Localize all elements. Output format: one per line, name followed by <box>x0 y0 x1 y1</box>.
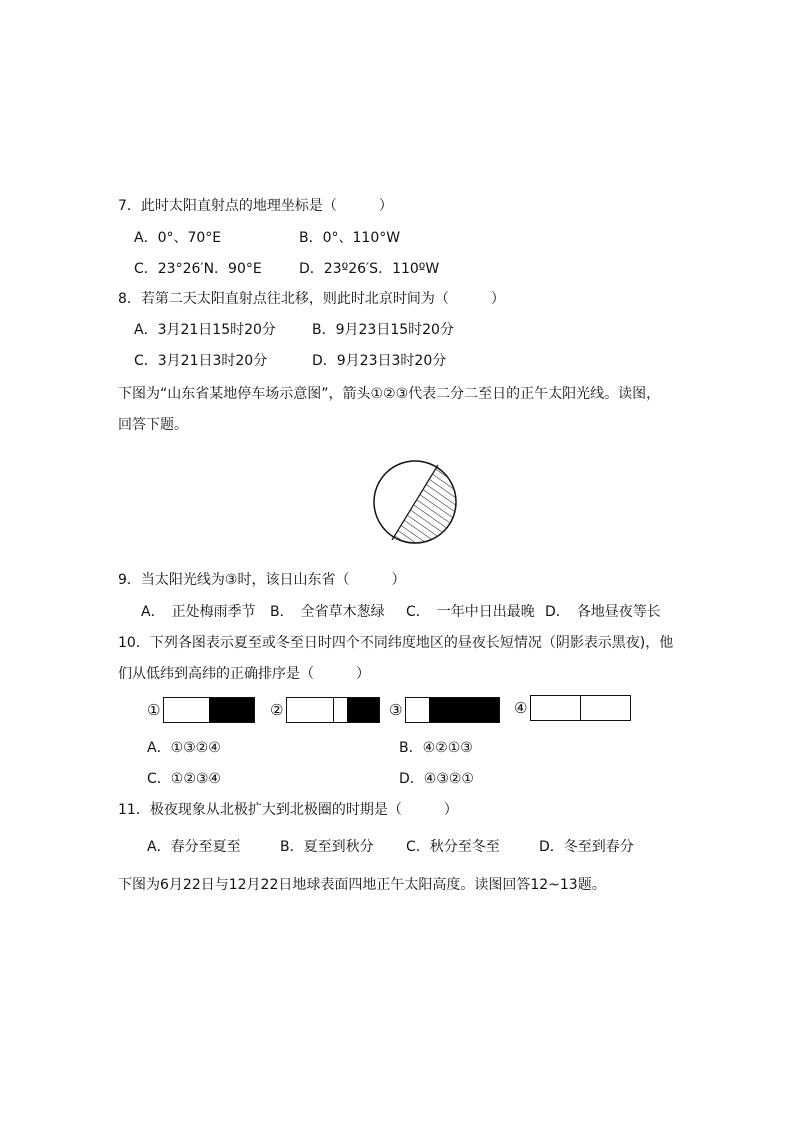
q7-option-b: B．0°、110°W <box>299 230 401 246</box>
hatched-shadow-area <box>390 465 462 544</box>
diagram-4-label: ④ <box>514 699 528 717</box>
q11-option-c: C．秋分至冬至 <box>406 839 500 855</box>
q8-stem: 8．若第二天太阳直射点往北移，则此时北京时间为（ ） <box>118 291 505 307</box>
divider-line-2 <box>333 698 334 722</box>
intro1-line2: 回答下题。 <box>118 417 188 433</box>
q10-option-b: B．④②①③ <box>399 740 473 756</box>
divider-line-4 <box>580 696 581 720</box>
q11-option-d: D．冬至到春分 <box>539 839 634 855</box>
q9-stem: 9．当太阳光线为③时，该日山东省（ ） <box>118 572 406 588</box>
q7-stem: 7．此时太阳直射点的地理坐标是（ ） <box>118 198 393 214</box>
diagram-2-label: ② <box>270 701 284 719</box>
q8-option-b: B．9月23日15时20分 <box>312 322 454 338</box>
day-night-bar-3 <box>405 697 500 723</box>
night-segment-3 <box>429 698 499 722</box>
q11-option-b: B．夏至到秋分 <box>280 839 374 855</box>
day-night-bar-4 <box>530 695 631 721</box>
day-night-bar-1 <box>163 697 255 723</box>
q11-stem: 11．极夜现象从北极扩大到北极圈的时期是（ ） <box>118 802 458 818</box>
q9-option-b: B． 全省草木葱绿 <box>270 604 385 620</box>
night-segment-1 <box>209 698 254 722</box>
q7-option-d: D．23º26′S．110ºW <box>299 261 440 277</box>
diagram-1-label: ① <box>147 701 161 719</box>
q10-stem-line1: 10．下列各图表示夏至或冬至日时四个不同纬度地区的昼夜长短情况（阴影表示黑夜)，他 <box>118 635 674 651</box>
q8-option-d: D．9月23日3时20分 <box>312 353 447 369</box>
q10-option-c: C．①②③④ <box>147 771 221 787</box>
diagram-3-label: ③ <box>389 701 403 719</box>
q9-option-c: C． 一年中日出最晚 <box>406 604 535 620</box>
parking-lot-diagram <box>370 460 462 544</box>
q8-option-c: C．3月21日3时20分 <box>134 353 268 369</box>
q11-option-a: A．春分至夏至 <box>147 839 241 855</box>
q8-option-a: A．3月21日15时20分 <box>134 322 276 338</box>
intro1-line1: 下图为“山东省某地停车场示意图”，箭头①②③代表二分二至日的正午太阳光线。读图， <box>118 386 661 402</box>
q7-option-a: A．0°、70°E <box>134 230 222 246</box>
day-night-bar-2 <box>286 697 380 723</box>
q9-option-a: A． 正处梅雨季节 <box>141 604 256 620</box>
q10-option-d: D．④③②① <box>399 771 474 787</box>
q10-stem-line2: 们从低纬到高纬的正确排序是（ ） <box>118 666 370 682</box>
q10-option-a: A．①③②④ <box>147 740 221 756</box>
q9-option-d: D． 各地昼夜等长 <box>545 604 661 620</box>
night-segment-2 <box>347 698 379 722</box>
q7-option-c: C．23°26′N．90°E <box>134 261 262 277</box>
intro2-line1: 下图为6月22日与12月22日地球表面四地正午太阳高度。读图回答12~13题。 <box>118 877 606 893</box>
